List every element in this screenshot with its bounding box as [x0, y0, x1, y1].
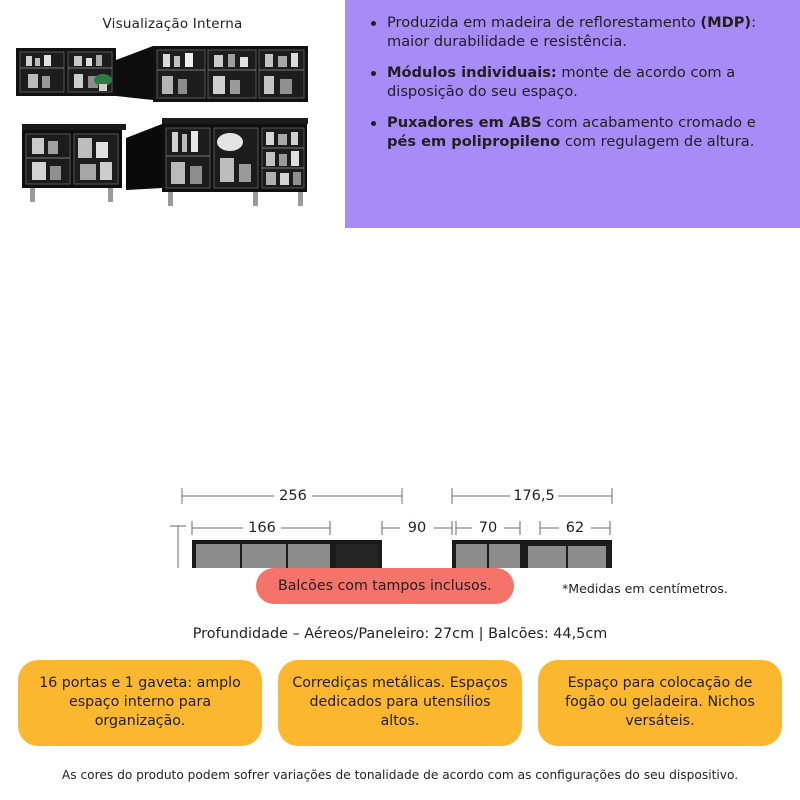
- feature-text-3: Puxadores em ABS com acabamento cromado e pés em polipropileno com regulagem de altura.: [387, 113, 756, 150]
- measure-upper-right-b: 62: [565, 520, 585, 536]
- feature-text-2: Módulos individuais: monte de acordo com a disposição do seu espaço.: [387, 63, 736, 100]
- feature-card-doors: 16 portas e 1 gaveta: amplo espaço interno para organização.: [18, 660, 262, 746]
- kitchen-internal-illustration: [8, 38, 338, 218]
- countertops-included-badge: Balcões com tampos inclusos.: [256, 568, 514, 604]
- feature-card-slides: Corrediças metálicas. Espaços dedicados para utensílios altos.: [278, 660, 522, 746]
- top-section: [0, 0, 800, 228]
- badge-row: [0, 568, 800, 614]
- bullet-dot-icon: [371, 121, 376, 126]
- feature-item-3: [371, 114, 780, 152]
- measure-top-total-right: 176,5: [513, 488, 555, 504]
- measure-upper-right-a: 70: [478, 520, 498, 536]
- internal-view-title: Visualização Interna: [102, 16, 243, 32]
- internal-view-panel: [0, 0, 345, 228]
- feature-card-appliances: Espaço para colocação de fogão ou geladeira. Nichos versáteis.: [538, 660, 782, 746]
- measure-upper-mid: 90: [407, 520, 427, 536]
- bullet-dot-icon: [371, 21, 376, 26]
- feature-cards: [0, 660, 800, 746]
- measure-top-total-left: 256: [279, 488, 307, 504]
- feature-text-1: Produzida em madeira de reflorestamento (MDP): maior durabilidade e resistência.: [387, 14, 757, 50]
- feature-item-2: [371, 64, 780, 102]
- color-disclaimer: As cores do produto podem sofrer variações de tonalidade de acordo com as configurações do seu dispositivo.: [61, 767, 739, 782]
- depth-info: Profundidade – Aéreos/Paneleiro: 27cm | Balcões: 44,5cm: [192, 626, 608, 642]
- measures-note: *Medidas em centímetros.: [562, 581, 728, 596]
- features-panel: [345, 0, 800, 228]
- feature-item-1: [371, 14, 780, 52]
- measure-upper-left: 166: [248, 520, 276, 536]
- features-list: [345, 0, 800, 152]
- bullet-dot-icon: [371, 71, 376, 76]
- dimensions-diagram: [0, 228, 800, 568]
